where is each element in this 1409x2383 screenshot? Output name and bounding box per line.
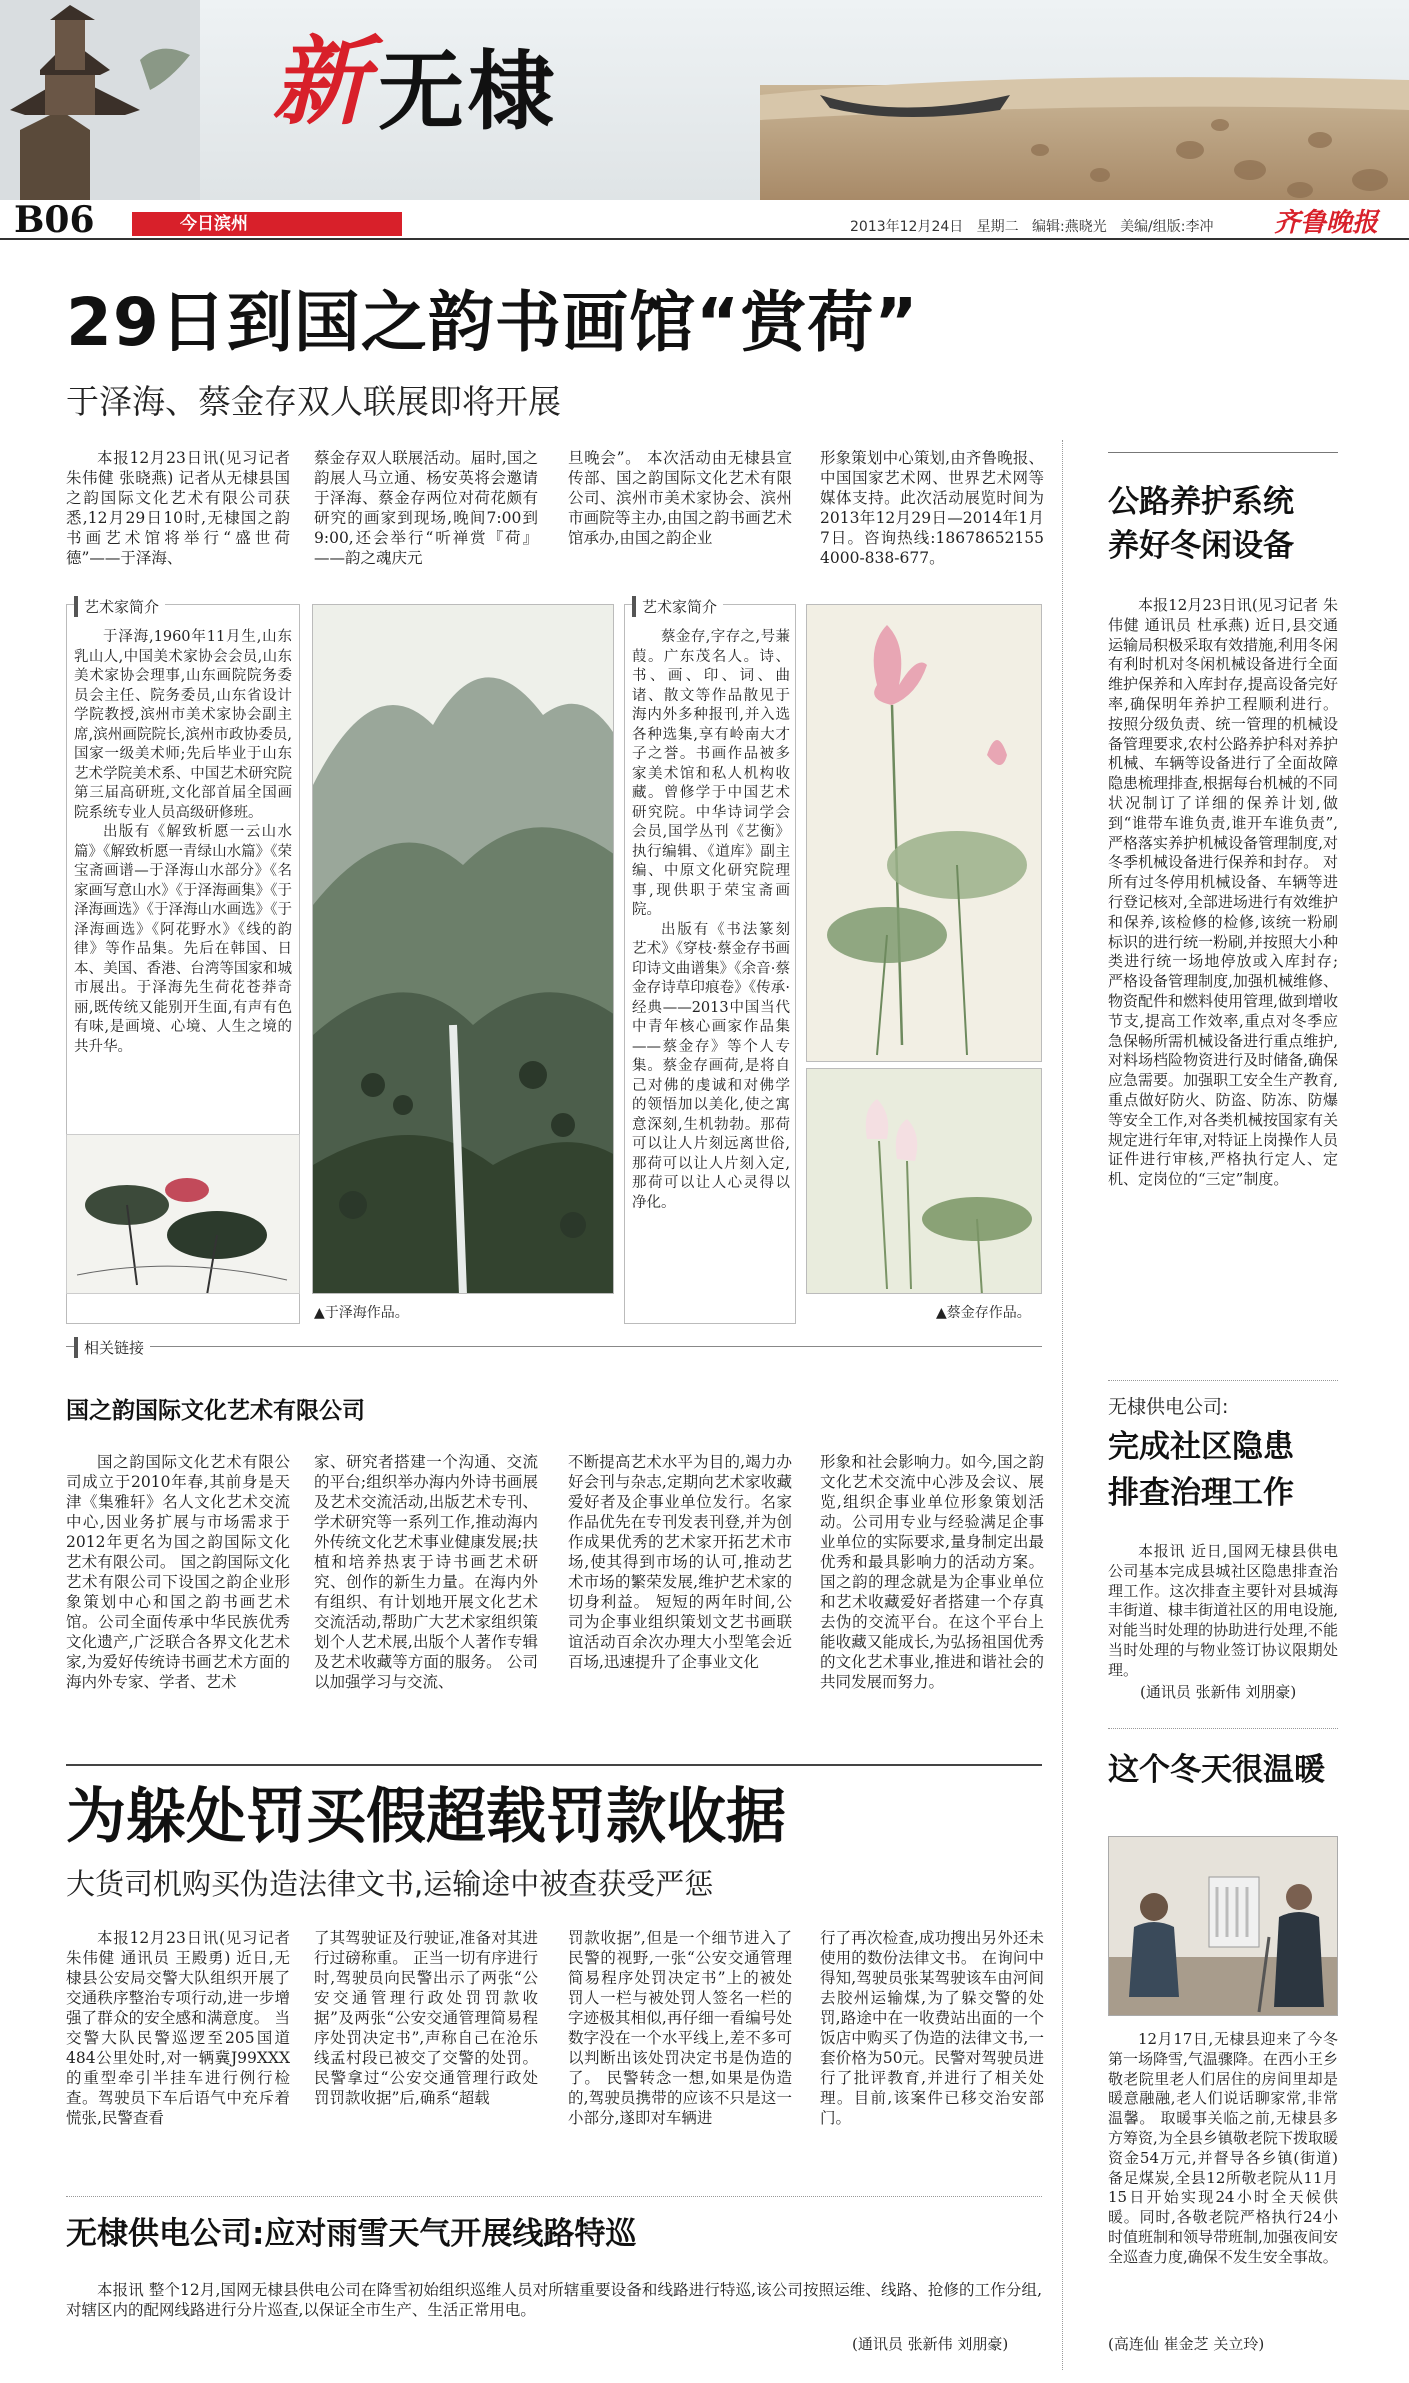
lead-col-3-text: 旦晚会”。 本次活动由无棣县宣传部、国之韵国际文化艺术有限公司、滨州市美术家协会、滨州市画院等主办,由国之韵书画艺术馆承办,由国之韵企业 [568,449,792,547]
artist1-text [74,628,292,1057]
paper-logo: 齐鲁晚报 [1274,208,1379,238]
story3-headline: 无棣供电公司:应对雨雪天气开展线路特巡 [66,2216,637,2252]
story2-subhead: 大货司机购买伪造法律文书,运输途中被查获受严惩 [66,1867,714,1901]
artist2-painting-top [806,604,1042,1062]
lead-col-4 [820,448,1044,568]
designer: 美编/组版:李冲 [1120,219,1214,235]
artist2-bio: 蔡金存,字存之,号蒹葭。广东茂名人。诗、书、画、印、词、曲诸、散文等作品散见于海内外多种报刊,并入选各种选集,享有岭南大才子之誉。书画作品被多家美术馆和私人机构收藏。曾修学于中国艺术研究院。中华诗词学会会员,国学丛刊《艺衡》执行编辑、《道库》副主编、中原文化研究院理事,现供职于荣宝斋画院。 [632,629,790,918]
story2-headline: 为躲处罚买假超载罚款收据 [66,1782,786,1852]
side1-text: 本报12月23日讯(见习记者 朱伟健 通讯员 杜承燕) 近日,县交通运输局积极采取有效措施,利用冬闲有利时机对冬闲机械设备进行全面维护保养和入库封存,提高设备完好率,确保明年养护工程顺利进行。 按照分级负责、统一管理的机械设备管理要求,农村公路养护科对养护机械、车辆等设备进行了全面故障隐患梳理排查,根据每台机械的不同状况制订了详细的保养计划,做到“谁带车谁负责,谁开车谁负责”,严格落实养护机械设备管理制度,对冬季机械设备进行保养和封存。 对所有过冬停用机械设备、车辆等进行登记核对,全部进场进行有效维护和保养,该检修的检修,该统一粉刷标识的进行统一粉刷,并按照大小种类进行统一场地停放或入库封存;严格设备管理制度,加强机械维修、物资配件和燃料使用管理,做到增收节支,提高工作效率,重点对冬季应急保畅所需机械设备进行重点维护,对料场档险物资进行及时储备,确保应急需要。加强职工安全生产教育,重点做好防火、防盗、防冻、防爆等安全工作,对各类机械按国家有关规定进行年审,对特证上岗操作人员证件进行审核,严格执行定人、定机、定岗位的“三定”制度。 [1108,596,1338,1189]
related-col-1 [66,1452,290,1692]
related-col-2-text: 家、研究者搭建一个沟通、交流的平台;组织举办海内外诗书画展及艺术交流活动,出版艺术专刊、学术研究等一系列工作,推动海内外传统文化艺术事业健康发展;扶植和培养热衷于诗书画艺术研究、创作的新生力量。在海内外有组织、有计划地开展文化艺术交流活动,帮助广大艺术家组织策划个人艺术展,出版个人著作专辑及艺术收藏等方面的服务。 公司以加强学习与交流、 [314,1453,538,1691]
side2-rule [1108,1380,1338,1381]
story3-credit: (通讯员 张新伟 刘朋豪) [852,2335,1009,2353]
story3-body [66,2280,1042,2320]
page-code: B06 [14,199,95,241]
story3-text: 本报讯 整个12月,国网无棣县供电公司在降雪初始组织巡维人员对所辖重要设备和线路进行特巡,该公司按照运维、线路、抢修的工作分组,对辖区内的配网线路进行分片巡查,以保证全市生产、生活正常用电。 [66,2281,1042,2319]
side1-top-rule [1108,452,1338,453]
story2-col-1-text: 本报12月23日讯(见习记者 朱伟健 通讯员 王殿勇) 近日,无棣县公安局交警大队组织开展了交通秩序整治专项行动,进一步增强了群众的安全感和满意度。 当交警大队民警巡逻至205国道484公里处时,对一辆冀J99XXX的重型牵引半挂车进行例行检查。驾驶员下车后语气中充斥着慌张,民警查看 [66,1929,290,2127]
story2-rule [66,1764,1042,1766]
related-col-4-text: 形象和社会影响力。如今,国之韵文化艺术交流中心涉及会议、展览,组织企事业单位形象策划活动。公司用专业与经验满足企事业单位的实际要求,量身制定出最优秀和最具影响力的活动方案。国之韵的理念就是为企事业单位和艺术收藏爱好者搭建一个存真去伪的交流平台。在这个平台上能收藏又能成长,为弘扬祖国优秀的文化艺术事业,推进和谐社会的共同发展而努力。 [820,1453,1044,1691]
lead-col-1-text: 本报12月23日讯(见习记者 朱伟健 张晓燕) 记者从无棣县国之韵国际文化艺术有限公司获悉,12月29日10时,无棣国之韵书画艺术馆将举行“盛世荷德”——于泽海、 [66,449,290,567]
artist2-bio-2: 出版有《书法篆刻艺术》《穿枝·蔡金存书画印诗文曲谱集》《余音·蔡金存诗草印痕卷》《传承·经典——2013中国当代中青年核心画家作品集——蔡金存》等个人专集。蔡金存画荷,是将自己对佛的虔诚和对佛学的领悟加以美化,使之寓意深刻,生机勃勃。那荷可以让人片刻远离世俗,那荷可以让人片刻入定,那荷可以让人心灵得以净化。 [632,921,790,1211]
related-col-1-text: 国之韵国际文化艺术有限公司成立于2010年春,其前身是天津《集雅轩》名人文化艺术交流中心,因业务扩展与市场需求于2012年更名为国之韵国际文化艺术有限公司。 国之韵国际文化艺术有限公司下设国之韵企业形象策划中心和国之韵书画艺术馆。公司全面传承中华民族优秀文化遗产,广泛联合各界文化艺术家,为爱好传统诗书画艺术方面的海内外专家、学者、艺术 [66,1453,290,1691]
side2-text: 本报讯 近日,国网无棣县供电公司基本完成县城社区隐患排查治理工作。这次排查主要针对县城海丰街道、棣丰街道社区的用电设施,对能当时处理的协助进行处理,不能当时处理的与物业签订协议限期处理。 [1108,1542,1338,1679]
lead-col-2 [314,448,538,568]
lead-col-2-text: 蔡金存双人联展活动。届时,国之韵展人马立通、杨安英将会邀请于泽海、蔡金存两位对荷花颇有研究的画家到现场,晚间7:00到9:00,还会举行“听禅赏『荷』——韵之魂庆元 [314,449,538,567]
story2-col-2 [314,1928,538,2108]
side2-credit: (通讯员 张新伟 刘朋豪) [1140,1683,1297,1701]
story2-col-1 [66,1928,290,2128]
side2-headline-2: 排查治理工作 [1108,1475,1294,1511]
issue-meta [850,218,1214,236]
side3-headline: 这个冬天很温暖 [1108,1752,1325,1788]
artist1-bio-2: 出版有《解致析愿一云山水篇》《解致析愿一青绿山水篇》《荣宝斋画谱—于泽海山水部分》《名家画写意山水》《于泽海画集》《于泽海画选》《于泽海山水画选》《于泽海画选》《阿花野水》《线的韵律》等作品集。先后在韩国、日本、美国、香港、台湾等国家和城市展出。于泽海先生荷花苍莽奇丽,既传统又能别开生面,有声有色有味,是画境、心境、人生之境的共升华。 [74,824,292,1055]
related-col-2 [314,1452,538,1692]
story2-col-2-text: 了其驾驶证及行驶证,准备对其进行过磅称重。 正当一切有序进行时,驾驶员向民警出示了两张“公安交通管理行政处罚罚款收据”及两张“公安交通管理简易程序处罚决定书”,声称自己在沧乐线孟村段已被交了交警的处罚。 民警拿过“公安交通管理行政处罚罚款收据”后,确系“超载 [314,1929,538,2107]
side3-rule [1108,1728,1338,1729]
side3-body [1108,2030,1338,2268]
related-rule [66,1346,1042,1347]
issue-weekday: 星期二 [976,219,1019,235]
artist2-label: 艺术家简介 [632,596,723,617]
related-col-4 [820,1452,1044,1692]
section-tab [132,212,402,236]
lotus-ink-painting [67,1135,300,1294]
side1-headline [1108,480,1294,568]
lead-headline: 29日到国之韵书画馆“赏荷” [66,284,919,361]
side1-body [1108,596,1338,1190]
side2-headline-1: 完成社区隐患 [1108,1429,1294,1465]
side2-kicker: 无棣供电公司: [1108,1396,1229,1418]
side2-headline [1108,1424,1294,1516]
story2-col-3-text: 罚款收据”,但是一个细节进入了民警的视野,一张“公安交通管理简易程序处罚决定书”上的被处罚人一栏与被处罚人签名一栏的字迹极其相似,再仔细一看编号处数字没在一个水平线上,差不多可以判断出该处罚决定书是伪造的了。 民警转念一想,如果是伪造的,驾驶员携带的应该不只是这一小部分,遂即对车辆进 [568,1929,792,2127]
header-strip [0,200,1409,240]
artist1-painting [312,604,614,1294]
side3-photo [1108,1836,1338,2016]
masthead [0,0,1409,200]
side3-credit: (高连仙 崔金芝 关立玲) [1108,2335,1265,2353]
lotus-painting-white [807,1069,1042,1294]
related-col-3 [568,1452,792,1672]
story3-rule [66,2196,1042,2197]
side3-text: 12月17日,无棣县迎来了今冬第一场降雪,气温骤降。在西小王乡敬老院里老人们居住的房间里却是暖意融融,老人们说话聊家常,非常温馨。 取暖事关临之前,无棣县多方筹资,为全县乡镇敬老院下拨取暖资金54万元,并督导各乡镇(街道)备足煤炭,全县12所敬老院从11月15日开始实现24小时全天候供暖。同时,各敬老院严格执行24小时值班制和领导带班制,加强夜间安全巡查力度,确保不发生安全事故。 [1108,2030,1338,2266]
related-col-3-text: 不断提高艺术水平为目的,竭力办好会刊与杂志,定期向艺术家收藏爱好者及企事业单位发行。名家作品优先在专刊发表刊登,并为创作成果优秀的艺术家开拓艺术市场,使其得到市场的认可,推动艺术市场的繁荣发展,维护艺术家的切身利益。 短短的两年时间,公司为企事业组织策划文艺书画联谊活动百余次办理大小型笔会近百场,迅速提升了企事业文化 [568,1453,792,1671]
side1-headline-2: 养好冬闲设备 [1108,528,1294,564]
landscape-painting [313,605,614,1294]
sidebar-divider [1062,440,1063,2370]
artist2-painting-bottom [806,1068,1042,1294]
masthead-title: 无棣 [378,42,558,142]
editor: 编辑:燕晓光 [1031,219,1107,235]
section-name: 今日滨州 [180,214,248,234]
issue-date: 2013年12月24日 [850,219,964,235]
story2-col-3 [568,1928,792,2128]
lead-col-3 [568,448,792,548]
artist1-small-painting [66,1134,300,1294]
story2-col-4 [820,1928,1044,2128]
elderly-room-photo [1109,1837,1338,2016]
related-label: 相关链接 [74,1337,150,1358]
masthead-title-red: 新 [272,26,368,138]
lotus-painting-pink [807,605,1042,1062]
related-title: 国之韵国际文化艺术有限公司 [66,1398,365,1424]
side2-body [1108,1542,1338,1681]
lead-col-4-text: 形象策划中心策划,由齐鲁晚报、中国国家艺术网、世界艺术网等媒体支持。此次活动展览时间为2013年12月29日—2014年1月7日。咨询热线:18678652155 4000-838-677。 [820,449,1044,567]
artist2-caption: ▲蔡金存作品。 [936,1305,1031,1321]
artist1-bio: 于泽海,1960年11月生,山东乳山人,中国美术家协会会员,山东美术家协会理事,山东画院院务委员会主任、院务委员,山东省设计学院教授,滨州市美术家协会副主席,滨州画院院长,滨州市政协委员,国家一级美术师;先后毕业于山东艺术学院美术系、中国艺术研究院第三届高研班,文化部首届全国画院系统专业人员高级研修班。 [74,629,292,821]
artist1-caption: ▲于泽海作品。 [314,1305,409,1321]
masthead-banner [0,0,1409,200]
lead-subhead: 于泽海、蔡金存双人联展即将开展 [66,382,561,421]
lead-col-1 [66,448,290,568]
side1-headline-1: 公路养护系统 [1108,484,1294,520]
artist2-text [632,628,790,1213]
artist1-label: 艺术家简介 [74,596,165,617]
story2-col-4-text: 行了再次检查,成功搜出另外还未使用的数份法律文书。 在询问中得知,驾驶员张某驾驶该车由河间去胶州运输煤,为了躲交警的处罚,路途中在一收费站出面的一个饭店中购买了伪造的法律文书,一套价格为50元。民警对驾驶员进行了批评教育,并进行了相关处理。目前,该案件已移交治安部门。 [820,1929,1044,2127]
